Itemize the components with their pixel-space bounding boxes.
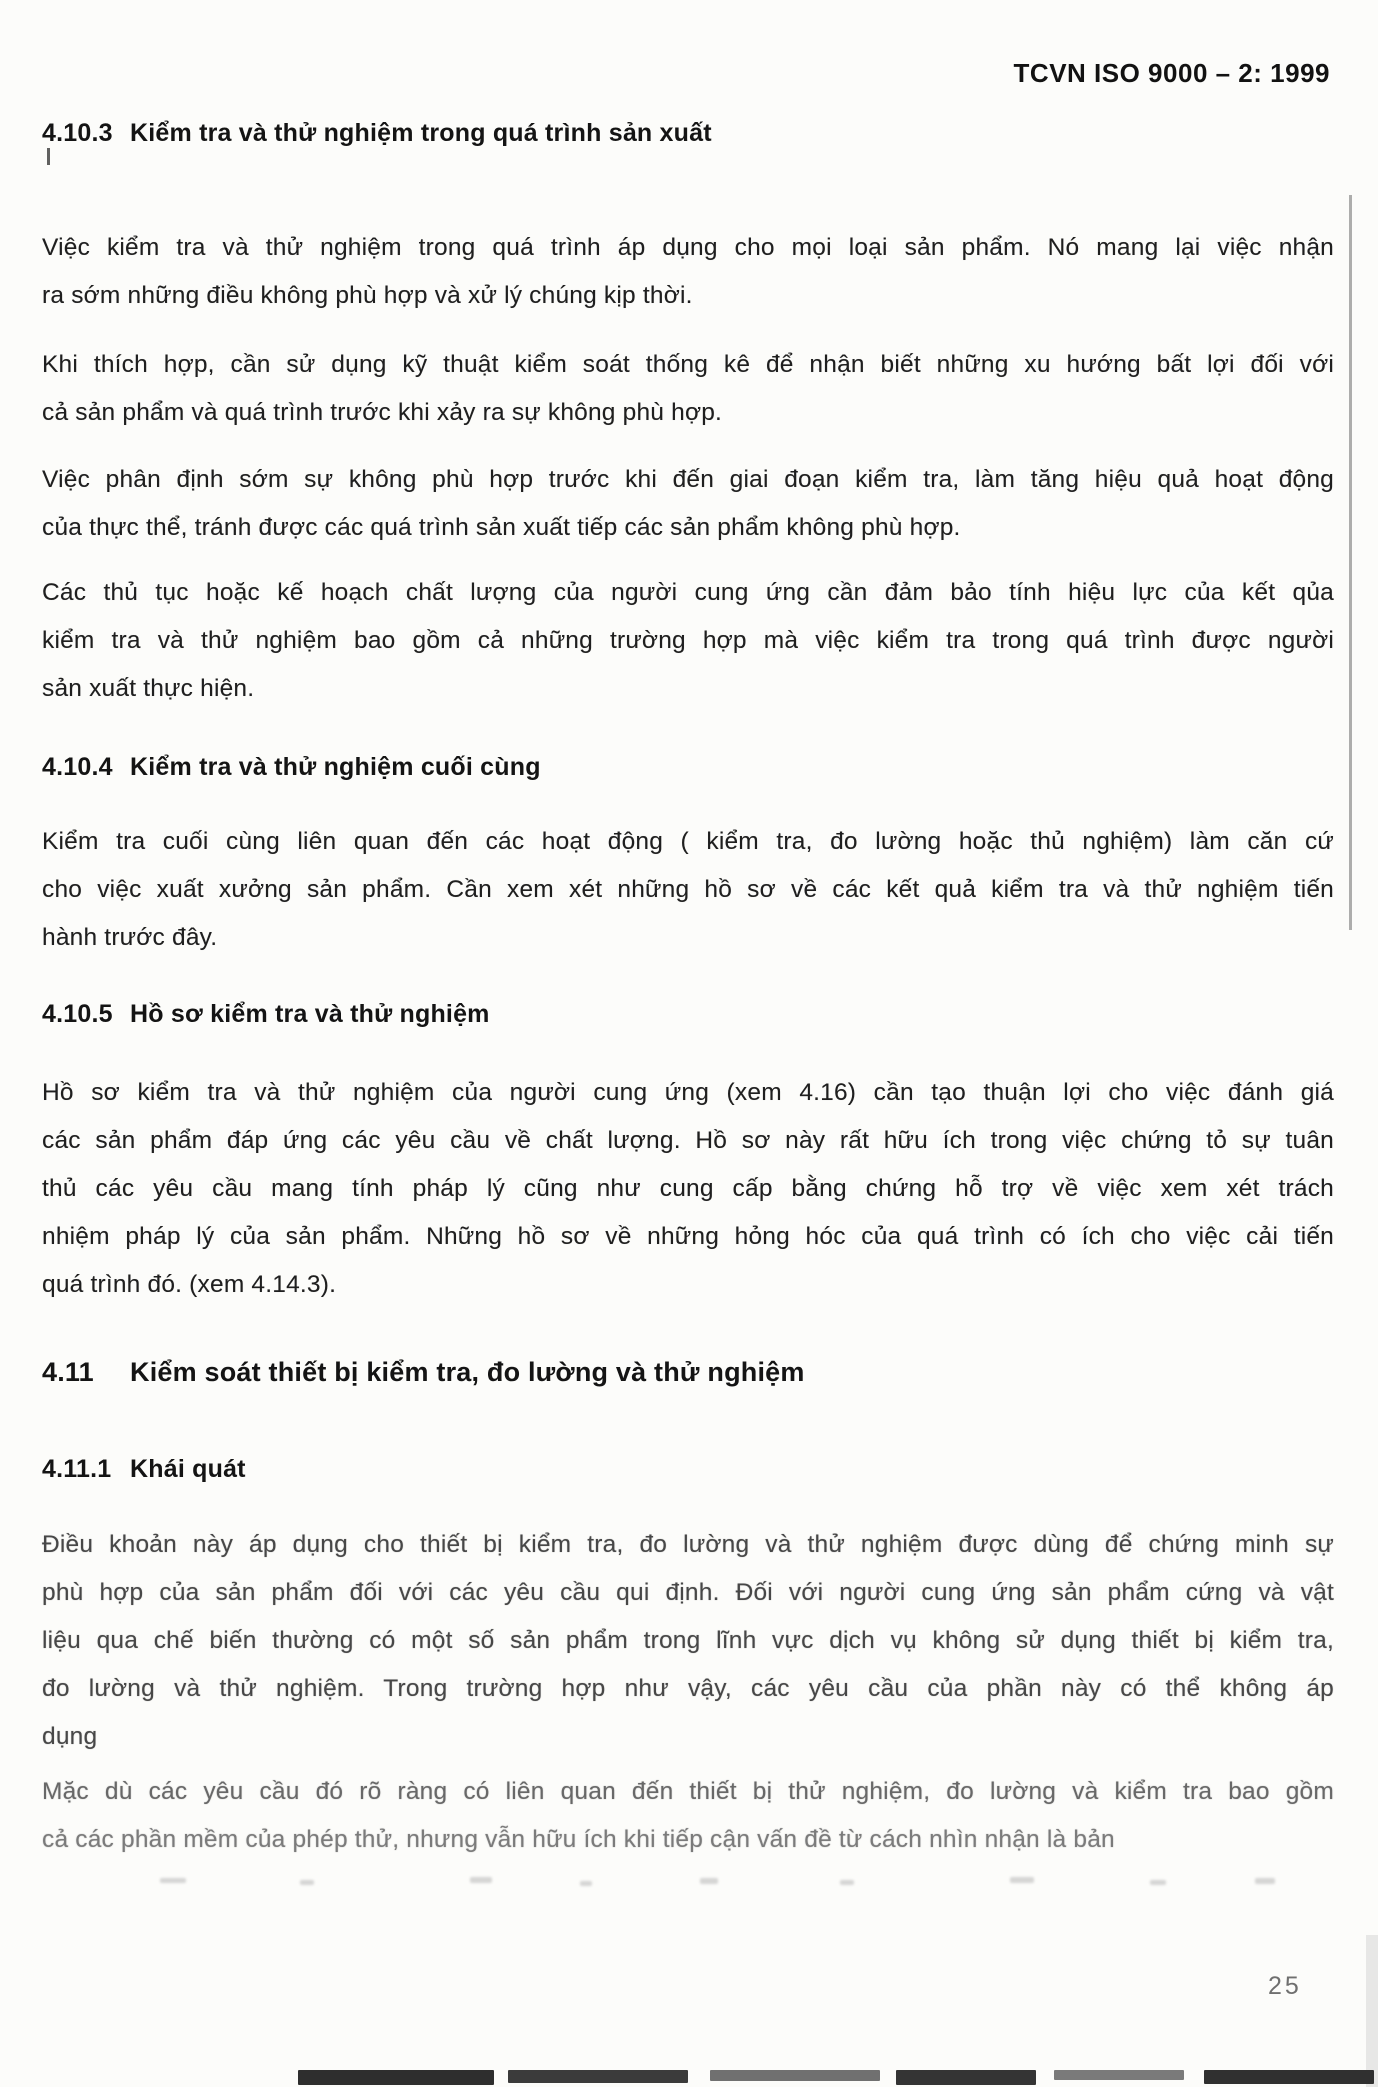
text-line: Mặc dù các yêu cầu đó rõ ràng có liên quan đến thiết bị thử nghiệm, đo lường và kiểm tra bao gồm <box>42 1778 1334 1805</box>
paragraph-2 <box>42 341 1334 437</box>
illegible-faded-text <box>300 1880 314 1885</box>
section-number: 4.11 <box>42 1357 94 1387</box>
paragraph-6 <box>42 1069 1334 1309</box>
text-line: ra sớm những điều không phù hợp và xử lý chúng kịp thời. <box>42 282 693 309</box>
text-line: Hồ sơ kiểm tra và thử nghiệm của người cung ứng (xem 4.16) cần tạo thuận lợi cho việc đánh giá <box>42 1079 1334 1106</box>
paragraph-1 <box>42 224 1334 320</box>
section-title: Hồ sơ kiểm tra và thử nghiệm <box>130 1000 490 1028</box>
scan-edge-segment <box>298 2070 494 2085</box>
text-line: nhiệm pháp lý của sản phẩm. Những hồ sơ về những hỏng hóc của quá trình có ích cho việc cải tiến <box>42 1223 1334 1250</box>
scan-line-artifact <box>1349 195 1352 930</box>
paragraph-8-faded <box>42 1768 1334 1864</box>
paragraph-3 <box>42 456 1334 552</box>
section-heading-4-10-5 <box>42 997 1334 1031</box>
paragraph-7-faded <box>42 1521 1334 1761</box>
section-title: Khái quát <box>130 1455 246 1483</box>
text-line: kiểm tra và thử nghiệm bao gồm cả những trường hợp mà việc kiểm tra trong quá trình được người <box>42 627 1334 654</box>
section-number: 4.10.3 <box>42 119 113 147</box>
text-line: thủ các yêu cầu mang tính pháp lý cũng như cung cấp bằng chứng hỗ trợ về việc xem xét trách <box>42 1175 1334 1202</box>
text-line: sản xuất thực hiện. <box>42 675 255 702</box>
text-line: cả các phần mềm của phép thử, nhưng vẫn hữu ích khi tiếp cận vấn đề từ cách nhìn nhận là bản <box>42 1826 1115 1853</box>
illegible-faded-text <box>1255 1878 1275 1884</box>
section-heading-4-11-1 <box>42 1452 1334 1486</box>
illegible-faded-text <box>470 1877 492 1883</box>
text-line: đo lường và thử nghiệm. Trong trường hợp như vậy, các yêu cầu của phần này có thể không áp <box>42 1675 1334 1702</box>
section-heading-4-11 <box>42 1354 1334 1390</box>
section-heading-4-10-4 <box>42 750 1334 784</box>
illegible-faded-text <box>160 1878 186 1883</box>
paragraph-4 <box>42 569 1334 713</box>
scan-speck <box>47 148 50 165</box>
text-line: hành trước đây. <box>42 924 218 951</box>
scan-edge-artifact <box>298 2070 1374 2087</box>
text-line: phù hợp của sản phẩm đối với các yêu cầu qui định. Đối với người cung ứng sản phẩm cứng và vật <box>42 1579 1334 1606</box>
section-title: Kiểm tra và thử nghiệm trong quá trình sản xuất <box>130 119 712 147</box>
illegible-faded-text <box>1010 1877 1034 1883</box>
scan-edge-strip <box>1366 1935 1378 2087</box>
text-line: của thực thể, tránh được các quá trình sản xuất tiếp các sản phẩm không phù hợp. <box>42 514 961 541</box>
text-line: Khi thích hợp, cần sử dụng kỹ thuật kiểm soát thống kê để nhận biết những xu hướng bất lợi đối với <box>42 351 1334 378</box>
document-code-header: TCVN ISO 9000 – 2: 1999 <box>1013 58 1330 88</box>
text-line: các sản phẩm đáp ứng các yêu cầu về chất lượng. Hồ sơ này rất hữu ích trong việc chứng tỏ sự tuân <box>42 1127 1334 1154</box>
text-line: quá trình đó. (xem 4.14.3). <box>42 1271 337 1298</box>
illegible-faded-text <box>840 1880 854 1885</box>
text-line: dụng <box>42 1723 98 1750</box>
text-line: Việc phân định sớm sự không phù hợp trước khi đến giai đoạn kiểm tra, làm tăng hiệu quả hoạt động <box>42 466 1334 493</box>
scan-edge-segment <box>1054 2070 1184 2080</box>
page-number: 25 <box>1268 1972 1302 2000</box>
text-line: Các thủ tục hoặc kế hoạch chất lượng của người cung ứng cần đảm bảo tính hiệu lực của kết qủa <box>42 579 1334 606</box>
text-line: liệu qua chế biến thường có một số sản phẩm trong lĩnh vực dịch vụ không sử dụng thiết bị kiểm tra, <box>42 1627 1334 1654</box>
scan-edge-segment <box>896 2070 1036 2085</box>
scan-edge-segment <box>710 2070 880 2081</box>
text-line: cả sản phẩm và quá trình trước khi xảy ra sự không phù hợp. <box>42 399 723 426</box>
illegible-faded-text <box>580 1881 592 1886</box>
scan-edge-segment <box>1204 2070 1374 2084</box>
section-number: 4.10.5 <box>42 1000 113 1028</box>
text-line: Kiểm tra cuối cùng liên quan đến các hoạt động ( kiểm tra, đo lường hoặc thủ nghiệm) làm căn cứ <box>42 828 1334 855</box>
section-number: 4.11.1 <box>42 1455 112 1483</box>
section-heading-4-10-3 <box>42 116 1334 150</box>
section-number: 4.10.4 <box>42 753 113 781</box>
paragraph-5 <box>42 818 1334 962</box>
section-title: Kiểm soát thiết bị kiểm tra, đo lường và thử nghiệm <box>130 1357 805 1387</box>
section-title: Kiểm tra và thử nghiệm cuối cùng <box>130 753 541 781</box>
illegible-faded-text <box>1150 1880 1166 1885</box>
text-line: Điều khoản này áp dụng cho thiết bị kiểm tra, đo lường và thử nghiệm được dùng để chứng minh sự <box>42 1531 1334 1558</box>
page-content <box>42 58 1334 1864</box>
text-line: cho việc xuất xưởng sản phẩm. Cần xem xét những hồ sơ về các kết quả kiểm tra và thử nghiệm tiến <box>42 876 1334 903</box>
illegible-faded-text <box>700 1878 718 1884</box>
text-line: Việc kiểm tra và thử nghiệm trong quá trình áp dụng cho mọi loại sản phẩm. Nó mang lại việc nhận <box>42 234 1334 261</box>
scan-edge-segment <box>508 2070 688 2083</box>
